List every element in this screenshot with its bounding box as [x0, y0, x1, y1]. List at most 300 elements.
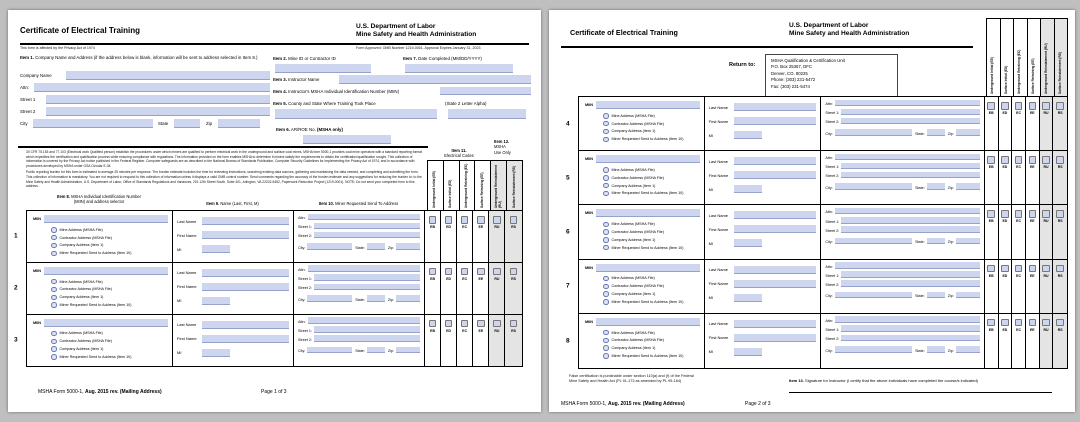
checkbox-eb[interactable] — [987, 156, 995, 164]
checkbox-ee[interactable] — [1029, 319, 1037, 327]
radio-button-icon[interactable] — [603, 183, 609, 189]
checkbox-ec[interactable] — [1015, 319, 1023, 327]
code-cell-rs — [1053, 205, 1067, 258]
first-name-input[interactable] — [734, 225, 817, 233]
radio-button-icon[interactable] — [603, 175, 609, 181]
attn-input[interactable] — [835, 262, 980, 269]
mi-input[interactable] — [734, 185, 762, 193]
item3-text: Instructor Name — [288, 77, 320, 82]
address-selector-option[interactable] — [51, 242, 172, 250]
checkbox-eb[interactable] — [987, 102, 995, 110]
code-label: EC — [462, 276, 468, 281]
code-cell-eb — [985, 260, 999, 313]
address-selector-option[interactable] — [51, 337, 172, 345]
city-input[interactable] — [307, 347, 352, 354]
radio-label: Contractor Address (MSHA File) — [611, 284, 664, 289]
code-cell-rs — [1053, 151, 1067, 204]
address-selector-option[interactable] — [603, 290, 704, 298]
mi-input[interactable] — [734, 131, 762, 139]
attn-input[interactable] — [835, 208, 980, 215]
state-input[interactable] — [367, 243, 385, 250]
last-name-row — [173, 269, 293, 277]
code-label: EE — [1029, 327, 1035, 332]
last-name-row — [705, 320, 821, 328]
mine-id-input[interactable] — [275, 64, 371, 73]
address-selector-option[interactable] — [603, 112, 704, 120]
checkbox-rs[interactable] — [1056, 156, 1064, 164]
zip-label: Zip: — [947, 348, 954, 353]
address-cell — [821, 151, 985, 204]
mi-input[interactable] — [202, 245, 230, 253]
address-selector-option[interactable] — [51, 226, 172, 234]
checkbox-ec[interactable] — [1015, 102, 1023, 110]
address-selector-option[interactable] — [51, 234, 172, 242]
radio-button-icon[interactable] — [603, 167, 609, 173]
radio-button-icon[interactable] — [603, 121, 609, 127]
checkbox-ec[interactable] — [1015, 265, 1023, 273]
checkbox-ee[interactable] — [477, 320, 485, 328]
address-selector-option[interactable] — [603, 182, 704, 190]
attn-label: Attn: — [825, 156, 833, 161]
arroe-input[interactable] — [303, 135, 391, 144]
miin-input[interactable] — [596, 101, 700, 109]
street2-input[interactable] — [841, 280, 980, 287]
instructor-name-input[interactable] — [339, 75, 531, 84]
checkbox-ed[interactable] — [1001, 319, 1009, 327]
checkbox-ed[interactable] — [1001, 102, 1009, 110]
zip-input[interactable] — [218, 119, 260, 128]
radio-button-icon[interactable] — [51, 346, 57, 352]
last-name-input[interactable] — [734, 157, 817, 165]
checkbox-ed[interactable] — [1001, 265, 1009, 273]
code-column-header — [1041, 19, 1055, 96]
checkbox-ed[interactable] — [1001, 210, 1009, 218]
radio-button-icon[interactable] — [51, 251, 57, 257]
miin-input[interactable] — [596, 318, 700, 326]
miin-cell — [579, 314, 705, 368]
zip-input[interactable] — [956, 129, 980, 136]
row-number: 2 — [14, 284, 18, 292]
item10-heading — [293, 201, 424, 206]
footer-form-id: MSHA Form 5000-1, — [561, 401, 607, 407]
miin-input[interactable] — [44, 267, 168, 275]
item4-heading — [273, 89, 399, 94]
city-label: City: — [825, 185, 833, 190]
street1-input[interactable] — [841, 325, 980, 332]
radio-button-icon[interactable] — [603, 113, 609, 119]
street2-input[interactable] — [314, 232, 420, 239]
checkbox-rs[interactable] — [510, 268, 518, 276]
city-input[interactable] — [835, 292, 912, 299]
first-name-input[interactable] — [734, 117, 817, 125]
city-input[interactable] — [835, 346, 912, 353]
code-column-header-label: Surface Reinstatement (RS) — [511, 166, 516, 208]
code-cell-ed — [441, 211, 457, 262]
address-selector-option[interactable] — [603, 174, 704, 182]
address-selector-option[interactable] — [603, 275, 704, 283]
radio-button-icon[interactable] — [51, 287, 57, 293]
checkbox-ru[interactable] — [493, 320, 501, 328]
zip-input[interactable] — [956, 183, 980, 190]
first-name-input[interactable] — [734, 280, 817, 288]
code-label: EE — [478, 328, 484, 333]
radio-button-icon[interactable] — [603, 291, 609, 297]
radio-button-icon[interactable] — [603, 299, 609, 305]
checkbox-ee[interactable] — [477, 216, 485, 224]
name-cell — [173, 263, 294, 314]
checkbox-ec[interactable] — [461, 320, 469, 328]
code-cell-eb — [425, 211, 441, 262]
code-label: RS — [1057, 327, 1063, 332]
attn-input[interactable] — [835, 100, 980, 107]
checkbox-ru[interactable] — [493, 268, 501, 276]
city-input[interactable] — [835, 183, 912, 190]
first-name-input[interactable] — [734, 171, 817, 179]
state-input[interactable] — [367, 295, 385, 302]
attn-input[interactable] — [308, 214, 420, 221]
address-selector-option[interactable] — [51, 278, 172, 286]
zip-input[interactable] — [396, 295, 420, 302]
checkbox-ru[interactable] — [1042, 319, 1050, 327]
street2-input[interactable] — [841, 226, 980, 233]
privacy-act-paragraphs — [26, 150, 424, 189]
address-selector-option[interactable] — [603, 135, 704, 143]
code-cell-ru — [489, 211, 505, 262]
checkbox-ec[interactable] — [461, 216, 469, 224]
radio-button-icon[interactable] — [51, 243, 57, 249]
street2-label: Street 2: — [825, 120, 840, 125]
state-input[interactable] — [927, 183, 945, 190]
checkbox-ed[interactable] — [445, 216, 453, 224]
checkbox-ru[interactable] — [493, 216, 501, 224]
checkbox-ee[interactable] — [1029, 156, 1037, 164]
radio-button-icon[interactable] — [51, 295, 57, 301]
agency-header — [789, 22, 909, 38]
address-selector-option[interactable] — [603, 166, 704, 174]
last-name-label: Last Name — [708, 158, 728, 164]
radio-label: Company Address (Item 1) — [59, 243, 104, 248]
checkbox-ee[interactable] — [1029, 102, 1037, 110]
street2-label: Street 2: — [825, 174, 840, 179]
attn-input[interactable] — [34, 83, 270, 92]
checkbox-rs[interactable] — [1056, 210, 1064, 218]
address-selector-option[interactable] — [603, 236, 704, 244]
zip-input[interactable] — [396, 243, 420, 250]
miin-input[interactable] — [596, 264, 700, 272]
last-name-input[interactable] — [202, 269, 289, 277]
checkbox-ee[interactable] — [1029, 265, 1037, 273]
checkbox-ed[interactable] — [1001, 156, 1009, 164]
code-cell-ec — [1012, 205, 1026, 258]
street2-label: Street 2: — [298, 234, 312, 239]
street1-input[interactable] — [841, 163, 980, 170]
radio-label: Contractor Address (MSHA File) — [59, 235, 112, 240]
mi-input[interactable] — [202, 297, 230, 305]
attn-input[interactable] — [308, 317, 420, 324]
address-selector-option[interactable] — [51, 330, 172, 338]
city-state-zip-row — [821, 183, 984, 190]
street1-input[interactable] — [841, 217, 980, 224]
radio-button-icon[interactable] — [603, 330, 609, 336]
checkbox-ee[interactable] — [477, 268, 485, 276]
checkbox-ec[interactable] — [461, 268, 469, 276]
checkbox-rs[interactable] — [1056, 319, 1064, 327]
address-selector-option[interactable] — [603, 120, 704, 128]
code-label: ED — [1002, 273, 1008, 278]
street1-input[interactable] — [314, 223, 420, 230]
attn-input[interactable] — [308, 265, 420, 272]
attn-input[interactable] — [835, 154, 980, 161]
code-cell-eb — [985, 314, 999, 368]
city-input[interactable] — [33, 119, 153, 128]
miin-cell — [579, 151, 705, 204]
zip-input[interactable] — [956, 292, 980, 299]
checkbox-ee[interactable] — [1029, 210, 1037, 218]
address-selector-option[interactable] — [51, 353, 172, 361]
state-input[interactable] — [927, 129, 945, 136]
code-column-header — [444, 161, 460, 210]
street2-input[interactable] — [841, 172, 980, 179]
radio-button-icon[interactable] — [603, 353, 609, 359]
item9-text: Name (Last, First, M) — [220, 201, 259, 206]
miin-cell — [27, 263, 173, 314]
zip-input[interactable] — [396, 347, 420, 354]
radio-button-icon[interactable] — [51, 331, 57, 337]
street1-input[interactable] — [46, 95, 270, 104]
checkbox-rs[interactable] — [510, 320, 518, 328]
checkbox-eb[interactable] — [429, 216, 437, 224]
street1-input[interactable] — [841, 109, 980, 116]
radio-button-icon[interactable] — [51, 227, 57, 233]
code-column-header-label: Underground Reinstatement (RU) — [1044, 43, 1049, 94]
code-cell-ee — [473, 263, 489, 314]
checkbox-eb[interactable] — [987, 265, 995, 273]
item1-label: Item 1. — [20, 55, 34, 60]
code-label: ED — [1002, 111, 1008, 115]
address-selector — [51, 330, 172, 361]
street2-label: Street 2: — [825, 228, 840, 233]
checkbox-ru[interactable] — [1042, 210, 1050, 218]
last-name-label: Last Name — [708, 267, 728, 273]
mi-input[interactable] — [734, 239, 762, 247]
last-name-input[interactable] — [734, 211, 817, 219]
miin-input[interactable] — [596, 155, 700, 163]
mi-label: MI — [708, 186, 714, 192]
checkbox-eb[interactable] — [429, 268, 437, 276]
instructor-signature-line[interactable] — [789, 392, 1052, 393]
address-selector-option[interactable] — [603, 337, 704, 345]
first-name-input[interactable] — [202, 335, 289, 343]
agency-line2: Mine Safety and Health Administration — [356, 30, 477, 38]
radio-button-icon[interactable] — [603, 229, 609, 235]
checkbox-ec[interactable] — [1015, 156, 1023, 164]
code-cell-ee — [1026, 151, 1040, 204]
checkbox-ru[interactable] — [1042, 102, 1050, 110]
radio-button-icon[interactable] — [603, 284, 609, 290]
checkbox-ed[interactable] — [445, 320, 453, 328]
radio-button-icon[interactable] — [51, 279, 57, 285]
date-completed-input[interactable] — [405, 64, 513, 73]
footer-form-id: MSHA Form 5000-1, — [38, 389, 84, 395]
address-selector-option[interactable] — [603, 282, 704, 290]
first-name-input[interactable] — [202, 283, 289, 291]
city-input[interactable] — [835, 238, 912, 245]
code-cell-ec — [457, 315, 473, 367]
page-title: Certificate of Electrical Training — [570, 28, 678, 37]
miin-input[interactable] — [44, 215, 168, 223]
last-name-input[interactable] — [734, 320, 817, 328]
mi-label: MI — [708, 295, 714, 301]
street1-input[interactable] — [841, 271, 980, 278]
code-label: EB — [430, 328, 435, 333]
street1-label: Street 1 — [20, 97, 36, 102]
radio-button-icon[interactable] — [603, 191, 609, 197]
radio-button-icon[interactable] — [603, 129, 609, 135]
street2-input[interactable] — [314, 284, 420, 291]
code-label: ED — [1002, 327, 1008, 332]
street2-input[interactable] — [314, 335, 420, 342]
last-name-row — [173, 321, 293, 329]
street2-input[interactable] — [46, 107, 270, 116]
state-input[interactable] — [927, 238, 945, 245]
miin-input[interactable] — [44, 319, 168, 327]
street1-label: Street 1: — [825, 273, 840, 278]
last-name-input[interactable] — [734, 103, 817, 111]
last-name-input[interactable] — [734, 266, 817, 274]
address-selector-option[interactable] — [51, 293, 172, 301]
state-input[interactable] — [927, 346, 945, 353]
item7-text: Date Completed (MM/DD/YYYY) — [418, 56, 482, 61]
address-selector-option[interactable] — [51, 286, 172, 294]
mi-input[interactable] — [734, 348, 762, 356]
checkbox-eb[interactable] — [429, 320, 437, 328]
state-label: State — [158, 121, 169, 126]
mi-input[interactable] — [202, 349, 230, 357]
radio-button-icon[interactable] — [603, 276, 609, 282]
city-state-zip-row — [294, 347, 424, 354]
address-selector-option[interactable] — [603, 344, 704, 352]
code-label: RS — [1057, 273, 1063, 278]
first-name-label: First Name — [708, 118, 729, 124]
address-selector-option[interactable] — [603, 244, 704, 252]
address-cell — [821, 260, 985, 313]
address-selector-option[interactable] — [51, 249, 172, 257]
city-input[interactable] — [835, 129, 912, 136]
radio-button-icon[interactable] — [603, 345, 609, 351]
street2-input[interactable] — [841, 335, 980, 342]
checkbox-rs[interactable] — [1056, 102, 1064, 110]
radio-button-icon[interactable] — [603, 222, 609, 228]
radio-button-icon[interactable] — [51, 302, 57, 308]
last-name-input[interactable] — [202, 217, 289, 225]
code-cell-ec — [1012, 151, 1026, 204]
false-cert-line2: Mine Safety and Health Act (PL 91-173 as amended by PL 95-164) — [569, 379, 682, 384]
checkbox-rs[interactable] — [510, 216, 518, 224]
city-input[interactable] — [307, 295, 352, 302]
code-cell-ec — [457, 211, 473, 262]
checkbox-ed[interactable] — [445, 268, 453, 276]
state-input[interactable] — [927, 292, 945, 299]
state-input[interactable] — [367, 347, 385, 354]
code-label: EC — [1016, 219, 1022, 224]
first-name-input[interactable] — [202, 231, 289, 239]
city-state-zip-row — [294, 243, 424, 250]
radio-button-icon[interactable] — [51, 235, 57, 241]
address-selector-option[interactable] — [51, 345, 172, 353]
street1-label: Street 1: — [298, 276, 312, 281]
radio-button-icon[interactable] — [51, 354, 57, 360]
address-selector-option[interactable] — [603, 220, 704, 228]
checkbox-eb[interactable] — [987, 319, 995, 327]
item11-heading — [427, 148, 491, 159]
last-name-label: Last Name — [708, 321, 728, 327]
street1-input[interactable] — [314, 326, 420, 333]
attn-input[interactable] — [835, 316, 980, 323]
checkbox-ru[interactable] — [1042, 156, 1050, 164]
code-cell-ru — [1040, 151, 1054, 204]
checkbox-rs[interactable] — [1056, 265, 1064, 273]
address-selector — [51, 278, 172, 309]
state-alpha-input[interactable] — [448, 109, 526, 119]
address-selector-option[interactable] — [603, 128, 704, 136]
attn-row — [821, 262, 984, 269]
radio-button-icon[interactable] — [51, 339, 57, 345]
zip-input[interactable] — [956, 238, 980, 245]
first-name-row — [705, 225, 821, 233]
address-selector-option[interactable] — [603, 190, 704, 198]
code-cell-eb — [425, 315, 441, 367]
name-cell — [173, 211, 294, 262]
radio-button-icon[interactable] — [603, 245, 609, 251]
instructor-miin-input[interactable] — [440, 87, 531, 95]
item8-text: MSHA Individual Identification Number — [71, 194, 141, 199]
radio-label: Miner Requested Send to Address (Item 10) — [611, 245, 684, 250]
table-row — [14, 315, 522, 367]
code-label: EB — [988, 327, 994, 332]
miin-label: MIIN — [33, 320, 42, 325]
page-number: Page 1 of 3 — [261, 389, 287, 395]
address-selector-option[interactable] — [603, 352, 704, 360]
address-selector-option[interactable] — [51, 301, 172, 309]
street2-row — [821, 280, 984, 287]
last-name-input[interactable] — [202, 321, 289, 329]
last-name-row — [705, 157, 821, 165]
radio-button-icon[interactable] — [603, 137, 609, 143]
code-label: EE — [1029, 165, 1035, 170]
street2-input[interactable] — [841, 118, 980, 125]
checkbox-ru[interactable] — [1042, 265, 1050, 273]
checkbox-eb[interactable] — [987, 210, 995, 218]
zip-input[interactable] — [956, 346, 980, 353]
address-selector-option[interactable] — [603, 329, 704, 337]
city-input[interactable] — [307, 243, 352, 250]
first-name-input[interactable] — [734, 334, 817, 342]
checkbox-ec[interactable] — [1015, 210, 1023, 218]
radio-button-icon[interactable] — [603, 338, 609, 344]
state-label: State: — [915, 131, 925, 136]
address-selector-option[interactable] — [603, 228, 704, 236]
zip-label: Zip: — [387, 245, 394, 250]
address-selector-option[interactable] — [603, 298, 704, 306]
county-state-input[interactable] — [275, 109, 437, 119]
state-input[interactable] — [174, 119, 200, 128]
radio-button-icon[interactable] — [603, 237, 609, 243]
privacy-subtitle: This form is affected by the Privacy Act of 1974 — [20, 46, 95, 50]
mi-input[interactable] — [734, 294, 762, 302]
street1-input[interactable] — [314, 274, 420, 281]
miin-input[interactable] — [596, 209, 700, 217]
company-name-input[interactable] — [66, 71, 270, 80]
